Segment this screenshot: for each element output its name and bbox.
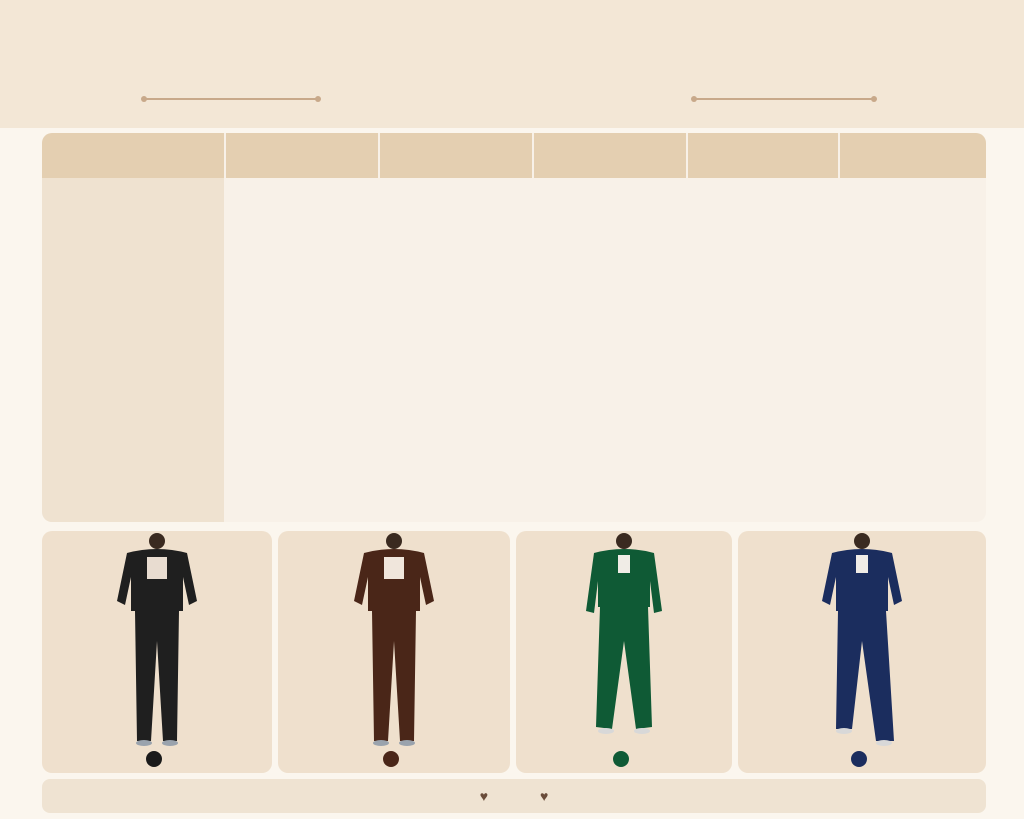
- navy-outfit-image: [802, 531, 922, 751]
- brown-outfit-image: [334, 531, 454, 751]
- size-header-2xl: [838, 133, 986, 178]
- navy-blue-swatch: [851, 751, 867, 767]
- green-outfit-image: [564, 531, 684, 751]
- size-header-m: [378, 133, 532, 178]
- color-card-brown[interactable]: [278, 531, 510, 773]
- size-header-l: [532, 133, 686, 178]
- decorative-rule-left: [144, 98, 318, 100]
- size-header-xl: [686, 133, 838, 178]
- black-outfit-image: [97, 531, 217, 751]
- measurement-label-column: [42, 178, 224, 522]
- size-header-label: [42, 133, 224, 178]
- size-header-s: [224, 133, 378, 178]
- size-header-row: [42, 133, 986, 178]
- color-card-navy-blue[interactable]: [738, 531, 986, 773]
- color-swatch-row: [278, 750, 510, 772]
- color-swatch-row: [738, 750, 986, 772]
- heart-icon: ♥: [479, 788, 488, 804]
- color-swatch-row: [42, 750, 272, 772]
- color-swatch-row: [516, 750, 732, 772]
- green-swatch: [613, 751, 629, 767]
- color-card-green[interactable]: [516, 531, 732, 773]
- brown-swatch: [383, 751, 399, 767]
- color-card-black[interactable]: [42, 531, 272, 773]
- footer-note: [42, 779, 986, 813]
- heart-icon: ♥: [540, 788, 549, 804]
- decorative-rule-right: [694, 98, 874, 100]
- size-chart-table: [42, 133, 986, 522]
- black-swatch: [146, 751, 162, 767]
- header-banner: [0, 0, 1024, 128]
